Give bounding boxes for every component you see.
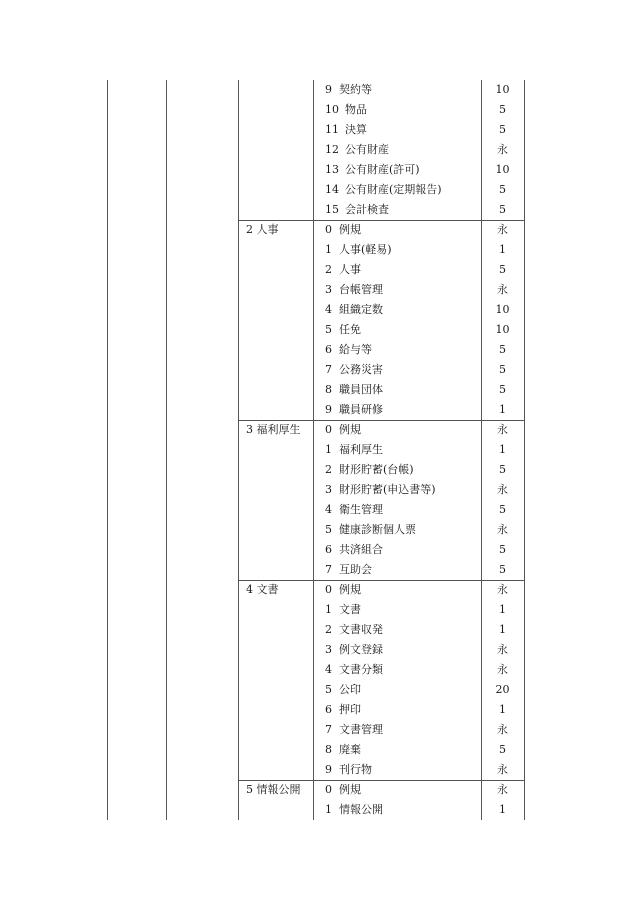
retention-cell: [481, 620, 524, 640]
retention-cell: [481, 320, 524, 340]
item-name: 公有財産(定期報告): [345, 183, 442, 196]
item-number: 15: [325, 203, 339, 216]
retention-value: 5: [499, 363, 506, 376]
table-row: [313, 340, 481, 360]
item-number: 13: [325, 163, 339, 176]
item-name: 公務災害: [339, 363, 383, 376]
retention-value: 5: [499, 463, 506, 476]
item-name: 文書: [339, 603, 361, 616]
item-number: 1: [325, 243, 332, 256]
item-entry: [325, 403, 383, 417]
table-row: [313, 280, 481, 300]
item-entry: [325, 583, 361, 597]
retention-cell: [481, 400, 524, 420]
item-entry: [325, 503, 383, 517]
table-row: [313, 420, 481, 440]
item-entry: [325, 763, 372, 777]
item-number: 0: [325, 583, 332, 596]
table-row: [313, 220, 481, 240]
item-name: 情報公開: [339, 803, 383, 816]
item-name: 任免: [339, 323, 361, 336]
retention-cell: [481, 700, 524, 720]
category-label: 4 文書: [246, 583, 279, 596]
item-number: 3: [325, 483, 332, 496]
group-divider: [238, 220, 524, 221]
retention-value: 永: [497, 143, 508, 156]
item-number: 4: [325, 303, 332, 316]
item-name: 公有財産(許可): [345, 163, 420, 176]
item-name: 押印: [339, 703, 361, 716]
column-rule-3: [238, 80, 239, 820]
item-number: 0: [325, 783, 332, 796]
table-row: [313, 240, 481, 260]
table-row: [313, 260, 481, 280]
retention-cell: [481, 760, 524, 780]
item-entry: [325, 783, 361, 797]
item-entry: [325, 163, 420, 177]
item-name: 職員団体: [339, 383, 383, 396]
item-name: 例規: [339, 423, 361, 436]
retention-cell: [481, 260, 524, 280]
item-entry: [325, 723, 383, 737]
retention-value: 10: [495, 323, 510, 336]
retention-cell: [481, 80, 524, 100]
retention-value: 1: [499, 443, 506, 456]
item-number: 9: [325, 763, 332, 776]
item-entry: [325, 283, 383, 297]
item-number: 9: [325, 83, 332, 96]
item-entry: [325, 523, 416, 537]
item-entry: [325, 303, 383, 317]
table-row: [313, 640, 481, 660]
retention-value: 5: [499, 343, 506, 356]
item-name: 例規: [339, 783, 361, 796]
table-row: [313, 460, 481, 480]
retention-value: 5: [499, 103, 506, 116]
table-row: [313, 360, 481, 380]
item-name: 組織定数: [339, 303, 383, 316]
retention-cell: [481, 480, 524, 500]
item-entry: [325, 423, 361, 437]
table-row: [313, 320, 481, 340]
item-entry: [325, 603, 361, 617]
item-entry: [325, 663, 383, 677]
retention-value: 20: [495, 683, 510, 696]
table-row: [313, 660, 481, 680]
retention-value: 10: [495, 83, 510, 96]
item-entry: [325, 203, 389, 217]
retention-cell: [481, 240, 524, 260]
retention-value: 永: [497, 663, 508, 676]
table-row: [313, 400, 481, 420]
retention-cell: [481, 680, 524, 700]
table-row: [313, 200, 481, 220]
table-row: [313, 300, 481, 320]
item-number: 1: [325, 443, 332, 456]
item-entry: [325, 323, 361, 337]
item-number: 4: [325, 663, 332, 676]
item-entry: [325, 443, 383, 457]
item-number: 2: [325, 463, 332, 476]
retention-value: 5: [499, 183, 506, 196]
item-entry: [325, 143, 389, 157]
category-label: 3 福利厚生: [246, 423, 301, 436]
retention-value: 1: [499, 703, 506, 716]
retention-cell: [481, 380, 524, 400]
item-number: 3: [325, 643, 332, 656]
retention-cell: [481, 780, 524, 800]
item-name: 人事: [339, 263, 361, 276]
item-number: 8: [325, 383, 332, 396]
group-divider: [238, 580, 524, 581]
item-entry: [325, 463, 414, 477]
retention-cell: [481, 420, 524, 440]
table-row: [313, 500, 481, 520]
item-name: 会計検査: [345, 203, 389, 216]
retention-cell: [481, 360, 524, 380]
item-name: 人事(軽易): [339, 243, 392, 256]
item-name: 例規: [339, 223, 361, 236]
retention-value: 1: [499, 243, 506, 256]
item-number: 9: [325, 403, 332, 416]
item-number: 5: [325, 323, 332, 336]
item-entry: [325, 623, 383, 637]
retention-value: 1: [499, 623, 506, 636]
table-row: [313, 100, 481, 120]
table-row: [313, 760, 481, 780]
retention-cell: [481, 440, 524, 460]
item-name: 例規: [339, 583, 361, 596]
item-name: 給与等: [339, 343, 372, 356]
retention-value: 永: [497, 283, 508, 296]
column-rule-2: [166, 80, 167, 820]
item-entry: [325, 543, 383, 557]
item-number: 0: [325, 423, 332, 436]
item-entry: [325, 643, 383, 657]
item-name: 台帳管理: [339, 283, 383, 296]
item-name: 文書分類: [339, 663, 383, 676]
retention-value: 永: [497, 483, 508, 496]
item-name: 互助会: [339, 563, 372, 576]
table-row: [313, 680, 481, 700]
retention-value: 1: [499, 403, 506, 416]
retention-value: 永: [497, 723, 508, 736]
retention-cell: [481, 160, 524, 180]
retention-value: 5: [499, 263, 506, 276]
group-divider: [238, 780, 524, 781]
table-row: [313, 720, 481, 740]
item-entry: [325, 263, 361, 277]
table-row: [313, 520, 481, 540]
column-rule-6: [524, 80, 525, 820]
item-entry: [325, 703, 361, 717]
retention-value: 永: [497, 763, 508, 776]
retention-cell: [481, 560, 524, 580]
item-number: 1: [325, 603, 332, 616]
retention-cell: [481, 640, 524, 660]
table-row: [313, 700, 481, 720]
retention-value: 永: [497, 523, 508, 536]
item-entry: [325, 483, 436, 497]
table-row: [313, 620, 481, 640]
item-name: 共済組合: [339, 543, 383, 556]
item-name: 契約等: [339, 83, 372, 96]
item-name: 健康診断個人票: [339, 523, 416, 536]
table-row: [313, 120, 481, 140]
retention-cell: [481, 220, 524, 240]
retention-value: 5: [499, 383, 506, 396]
table-row: [313, 780, 481, 800]
retention-value: 5: [499, 123, 506, 136]
category-label: 5 情報公開: [246, 783, 301, 796]
item-entry: [325, 343, 372, 357]
retention-cell: [481, 200, 524, 220]
item-entry: [325, 123, 367, 137]
retention-value: 5: [499, 503, 506, 516]
retention-cell: [481, 540, 524, 560]
retention-cell: [481, 720, 524, 740]
item-number: 5: [325, 683, 332, 696]
item-name: 財形貯蓄(申込書等): [339, 483, 436, 496]
item-number: 8: [325, 743, 332, 756]
item-number: 4: [325, 503, 332, 516]
item-number: 2: [325, 623, 332, 636]
retention-value: 5: [499, 743, 506, 756]
retention-value: 1: [499, 803, 506, 816]
retention-cell: [481, 300, 524, 320]
retention-cell: [481, 340, 524, 360]
item-entry: [325, 83, 372, 97]
table-row: [313, 540, 481, 560]
table-row: [313, 140, 481, 160]
retention-cell: [481, 500, 524, 520]
category-label: 2 人事: [246, 223, 279, 236]
table-row: [313, 600, 481, 620]
item-entry: [325, 183, 442, 197]
item-name: 廃棄: [339, 743, 361, 756]
table-row: [313, 180, 481, 200]
table-row: [313, 800, 481, 820]
retention-cell: [481, 520, 524, 540]
table-row: [313, 480, 481, 500]
item-entry: [325, 103, 367, 117]
item-number: 12: [325, 143, 339, 156]
retention-value: 5: [499, 563, 506, 576]
retention-value: 5: [499, 203, 506, 216]
item-number: 6: [325, 543, 332, 556]
item-name: 文書管理: [339, 723, 383, 736]
item-entry: [325, 243, 392, 257]
item-name: 例文登録: [339, 643, 383, 656]
item-name: 職員研修: [339, 403, 383, 416]
table-row: [313, 440, 481, 460]
item-number: 3: [325, 283, 332, 296]
item-number: 10: [325, 103, 339, 116]
retention-cell: [481, 460, 524, 480]
retention-value: 永: [497, 423, 508, 436]
item-name: 衛生管理: [339, 503, 383, 516]
item-entry: [325, 803, 383, 817]
item-name: 公有財産: [345, 143, 389, 156]
item-entry: [325, 743, 361, 757]
retention-cell: [481, 660, 524, 680]
item-number: 6: [325, 703, 332, 716]
retention-cell: [481, 580, 524, 600]
item-name: 財形貯蓄(台帳): [339, 463, 414, 476]
column-rule-1: [107, 80, 108, 820]
item-number: 6: [325, 343, 332, 356]
retention-value: 永: [497, 643, 508, 656]
retention-cell: [481, 140, 524, 160]
item-number: 7: [325, 723, 332, 736]
item-number: 5: [325, 523, 332, 536]
retention-value: 永: [497, 783, 508, 796]
retention-cell: [481, 180, 524, 200]
retention-value: 永: [497, 223, 508, 236]
retention-value: 10: [495, 303, 510, 316]
item-number: 2: [325, 263, 332, 276]
item-number: 1: [325, 803, 332, 816]
retention-cell: [481, 740, 524, 760]
table-row: [313, 740, 481, 760]
table-row: [313, 580, 481, 600]
item-number: 14: [325, 183, 339, 196]
retention-cell: [481, 120, 524, 140]
table-row: [313, 560, 481, 580]
group-divider: [238, 420, 524, 421]
item-entry: [325, 563, 372, 577]
item-number: 11: [325, 123, 339, 136]
table-row: [313, 80, 481, 100]
item-entry: [325, 363, 383, 377]
item-name: 福利厚生: [339, 443, 383, 456]
item-name: 物品: [345, 103, 367, 116]
item-number: 7: [325, 563, 332, 576]
retention-value: 5: [499, 543, 506, 556]
retention-cell: [481, 280, 524, 300]
retention-value: 1: [499, 603, 506, 616]
item-number: 0: [325, 223, 332, 236]
retention-cell: [481, 600, 524, 620]
item-name: 刊行物: [339, 763, 372, 776]
item-name: 文書収発: [339, 623, 383, 636]
item-number: 7: [325, 363, 332, 376]
retention-cell: [481, 100, 524, 120]
retention-cell: [481, 800, 524, 820]
table-row: [313, 380, 481, 400]
item-entry: [325, 223, 361, 237]
retention-value: 10: [495, 163, 510, 176]
item-name: 公印: [339, 683, 361, 696]
item-entry: [325, 383, 383, 397]
item-entry: [325, 683, 361, 697]
table-row: [313, 160, 481, 180]
retention-value: 永: [497, 583, 508, 596]
item-name: 決算: [345, 123, 367, 136]
